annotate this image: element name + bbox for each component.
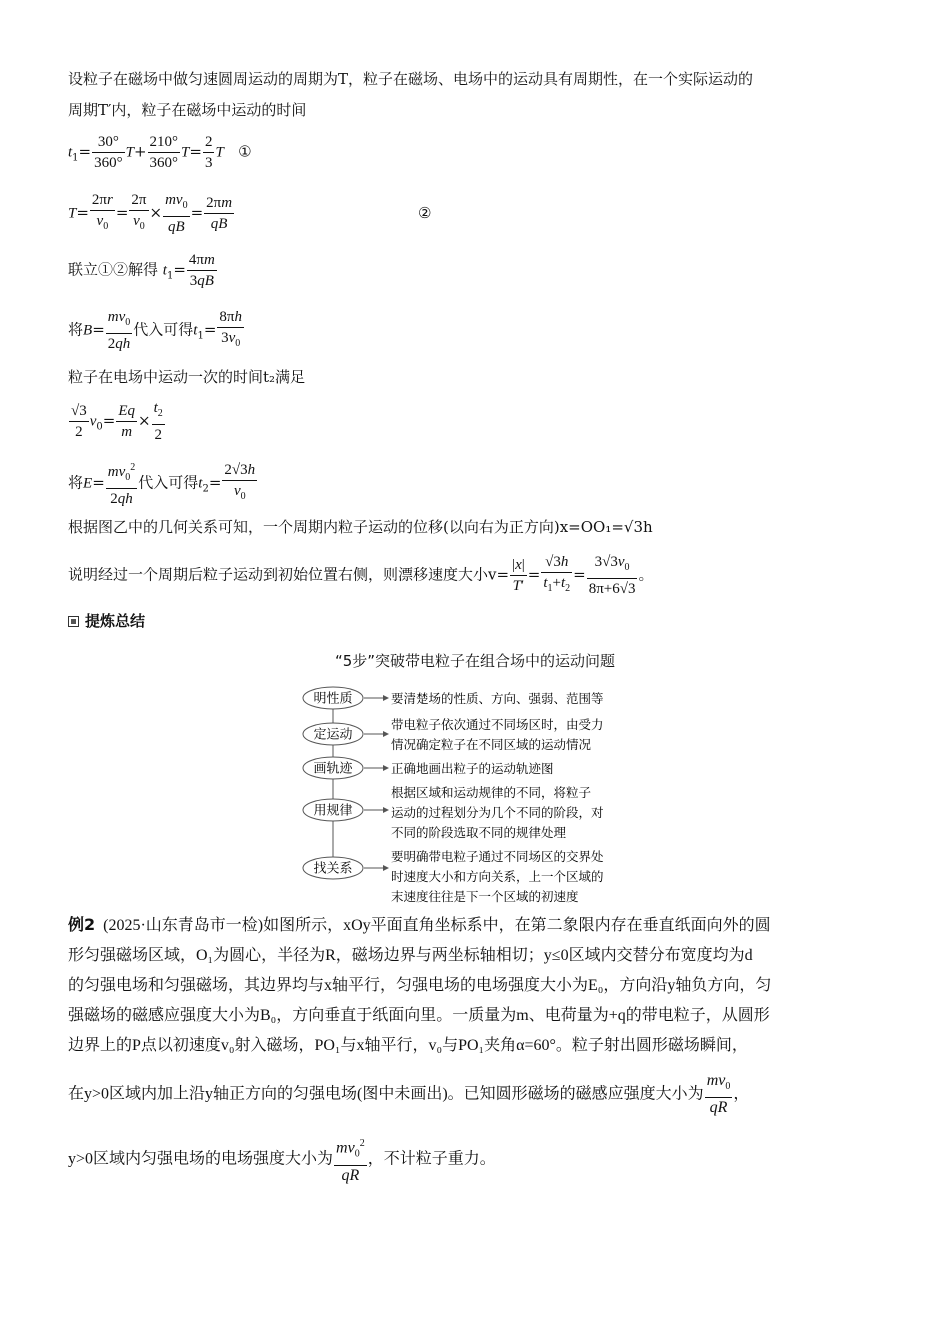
arrow-head-icon (383, 865, 389, 871)
example-line-1 (68, 910, 883, 941)
example-label: 例2 (68, 915, 96, 934)
example-line-6-text: 在y>0区域内加上沿y轴正方向的匀强电场(图中未画出)。已知圆形磁场的磁感应强度大小为 (68, 1085, 704, 1103)
step-description: 时速度大小和方向关系，上一个区域的 (391, 869, 604, 884)
step-description: 根据区域和运动规律的不同，将粒子 (391, 785, 592, 800)
step-description: 运动的过程划分为几个不同的阶段，对 (391, 805, 604, 820)
step-description: 要明确带电粒子通过不同场区的交界处 (391, 849, 604, 864)
step-label: 找关系 (313, 861, 353, 877)
drift-velocity-text: 说明经过一个周期后粒子运动到初始位置右侧，则漂移速度大小v= (68, 565, 510, 584)
example-line-5: 边界上的P点以初速度v₀射入磁场，PO₁与x轴平行，v₀与PO₁夹角α=60°。粒子射出圆形磁场瞬间， (68, 1037, 748, 1054)
example-line-7: y>0区域内匀强电场的电场强度大小为 $\frac{mv_0^2}{qR}$ ，不计粒子重力。 (68, 1134, 883, 1186)
example-line-7-end: ，不计粒子重力。 (367, 1150, 496, 1168)
example-line-6: 在y>0区域内加上沿y轴正方向的匀强电场(图中未画出)。已知圆形磁场的磁感应强度大小为 $\frac{mv_0}{qR}$ ， (68, 1072, 750, 1117)
substitute-e-prefix: 将 (68, 473, 84, 492)
step-label: 用规律 (313, 803, 353, 819)
step-3 (303, 757, 554, 779)
arrow-head-icon (383, 807, 389, 813)
arrow-head-icon (383, 765, 389, 771)
equation-period: T= $\frac{2\pi r}{v_0}$ = $\frac{2\pi}{v_0}$ × $\frac{mv_0}{qB}$ = $\frac{2\pi m}{qB}$ (68, 192, 233, 235)
field-time-text: 粒子在电场中运动一次的时间t₂满足 (68, 368, 306, 386)
example-paragraph (68, 910, 883, 1186)
step-label: 定运动 (313, 727, 353, 743)
step-label: 明性质 (313, 691, 353, 707)
example-line-1-text: (2025·山东青岛市一检)如图所示，xOy平面直角坐标系中，在第二象限内存在垂直纸面向外的圆 (103, 917, 771, 934)
equation-marker-1: ① (238, 142, 252, 161)
solve-t1: 联立①②解得 $t_1=$ $\frac{4\pi m}{3qB}$ (68, 252, 215, 289)
step-4 (303, 785, 604, 840)
square-icon (68, 616, 79, 627)
arrow-head-icon (383, 695, 389, 701)
summary-heading (68, 610, 145, 631)
substitute-e: 将E= $\frac{mv_0^2}{2qh}$ 代入可得$t_2=$ $\frac{2√3h}{v_0}$ (68, 458, 258, 509)
example-line-2: 形匀强磁场区域，O₁为圆心，半径为R，磁场边界与两坐标轴相切；y≤0区域内交替分布宽度均为d (68, 947, 753, 964)
step-2 (303, 717, 604, 752)
substitute-b: 将B= $\frac{mv_0}{2qh}$ 代入可得$t_1=$ $\frac{8\pi h}{3v_0}$ (68, 309, 242, 352)
equation-field-velocity: $\frac{√3}{2}$ $v_0=$ $\frac{Eq}{m}$ × $\frac{t_2}{2}$ (71, 400, 163, 443)
substitute-b-prefix: 将 (68, 320, 84, 339)
solution-line-2: 周期T′内，粒子在磁场中运动的时间 (68, 101, 307, 119)
equation-t1: $t_1=$ $\frac{30^\circ}{360^\circ}$ T+ $\frac{210^\circ}{360^\circ}$ T= $\frac{2}{3}$ T ① (68, 134, 252, 171)
step-description: 不同的阶段选取不同的规律处理 (391, 825, 567, 840)
example-line-3: 的匀强电场和匀强磁场，其边界均与x轴平行，匀强电场的电场强度大小为E₀，方向沿y轴负方向，匀 (68, 977, 772, 994)
solution-line-1: 设粒子在磁场中做匀速圆周运动的周期为T，粒子在磁场、电场中的运动具有周期性，在一个实际运动的 (68, 70, 754, 88)
diagram-title: “5步”突破带电粒子在组合场中的运动问题 (334, 652, 616, 670)
step-description: 要清楚场的性质、方向、强弱、范围等 (391, 691, 604, 706)
example-line-7-text: y>0区域内匀强电场的电场强度大小为 (68, 1150, 334, 1168)
step-description: 正确地画出粒子的运动轨迹图 (391, 761, 554, 776)
summary-heading-text: 提炼总结 (85, 612, 146, 630)
step-description: 末速度往往是下一个区域的初速度 (391, 889, 579, 904)
drift-velocity: 说明经过一个周期后粒子运动到初始位置右侧，则漂移速度大小v= $\frac{|x|}{T'}$ = $\frac{√3h}{t_1+t_2}$ = $\frac{3√3v_0}{8\pi+6√3}$ 。 (68, 554, 654, 597)
substitute-e-mid: 代入可得 (138, 473, 199, 492)
step-label: 画轨迹 (313, 761, 353, 777)
solve-t1-text: 联立①②解得 (68, 260, 159, 279)
step-5 (303, 849, 604, 904)
example-line-4: 强磁场的磁感应强度大小为B₀，方向垂直于纸面向里。一质量为m、电荷量为+q的带电粒子，从圆形 (68, 1007, 770, 1024)
arrow-head-icon (383, 731, 389, 737)
drift-velocity-end: 。 (638, 565, 654, 584)
five-step-diagram (290, 680, 670, 904)
step-1 (303, 687, 604, 709)
substitute-b-mid: 代入可得 (133, 320, 194, 339)
geometry-text: 根据图乙中的几何关系可知，一个周期内粒子运动的位移(以向右为正方向)x=OO₁=√3h (68, 518, 653, 536)
step-description: 带电粒子依次通过不同场区时，由受力 (391, 717, 604, 732)
step-description: 情况确定粒子在不同区域的运动情况 (391, 737, 592, 752)
equation-marker-2: ② (418, 204, 432, 222)
